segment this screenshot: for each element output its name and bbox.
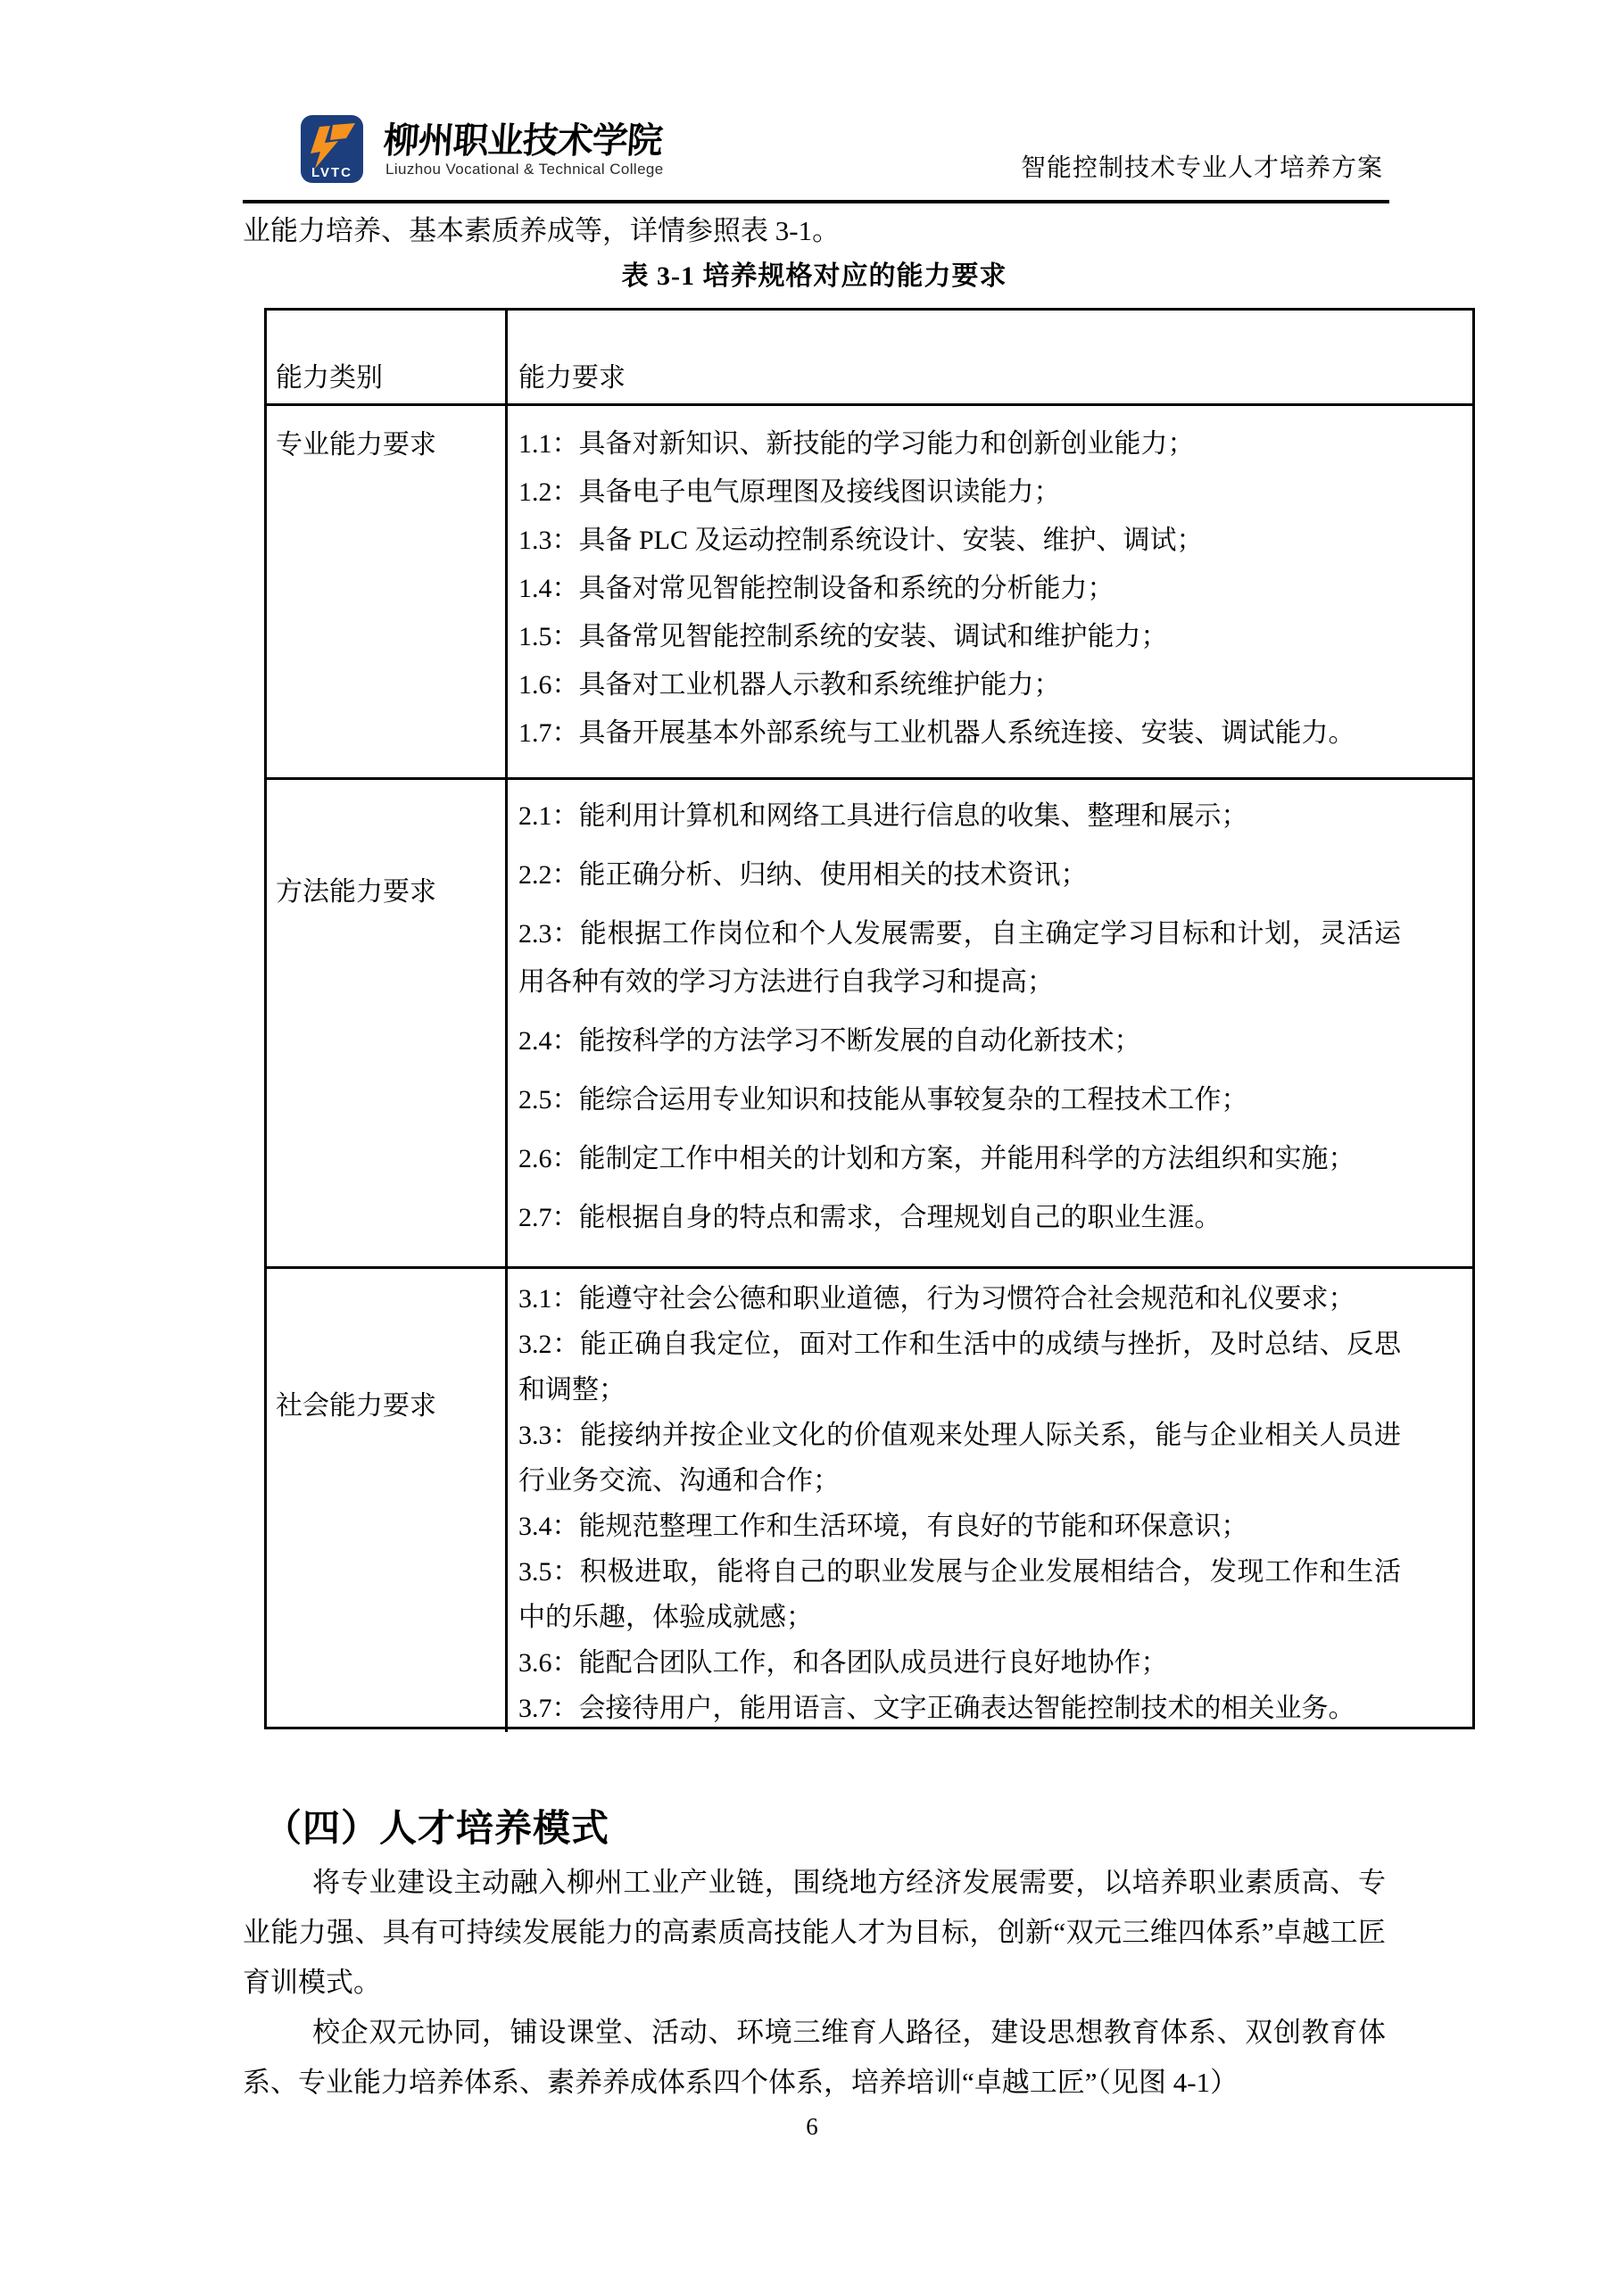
requirement-item: 3.2：能正确自我定位，面对工作和生活中的成绩与挫折，及时总结、反思和调整； [518,1330,1401,1405]
body-paragraph: 将专业建设主动融入柳州工业产业链，围绕地方经济发展需要，以培养职业素质高、专业能力强、具有可持续发展能力的高素质高技能人才为目标，创新“双元三维四体系”卓越工匠育训模式。 [243,1867,1386,1998]
college-logo-abbr: LVTC [311,165,353,180]
requirement-item: 3.1：能遵守社会公德和职业道德，行为习惯符合社会规范和礼仪要求； [518,1284,1355,1314]
requirements-cell [508,780,1472,1266]
column-header-requirements: 能力要求 [518,363,626,393]
requirement-item: 3.3：能接纳并按企业文化的价值观来处理人际关系，能与企业相关人员进行业务交流、沟通和合作； [518,1421,1401,1496]
column-header-category: 能力类别 [267,311,508,403]
table-row-professional [267,403,1472,777]
body-paragraph: 校企双元协同，铺设课堂、活动、环境三维育人路径，建设思想教育体系、双创教育体系、专业能力培养体系、素养养成体系四个体系，培养培训“卓越工匠”（见图 4-1） [243,2017,1386,2098]
page-number: 6 [806,2113,818,2140]
requirement-item: 1.6：具备对工业机器人示教和系统维护能力； [518,670,1061,700]
requirements-cell [508,406,1472,777]
requirement-item: 2.1：能利用计算机和网络工具进行信息的收集、整理和展示； [518,801,1248,831]
requirement-item: 1.5：具备常见智能控制系统的安装、调试和维护能力； [518,622,1168,651]
category-cell: 专业能力要求 [267,406,508,777]
table-row-method [267,777,1472,1266]
requirement-item: 2.4：能按科学的方法学习不断发展的自动化新技术； [518,1026,1141,1056]
requirements-cell [508,1269,1472,1732]
section-body [243,1858,1386,2108]
header-rule [243,200,1389,203]
intro-paragraph: 业能力培养、基本素质养成等，详情参照表 3-1。 [243,215,841,246]
requirement-item: 1.3：具备 PLC 及运动控制系统设计、安装、维护、调试； [518,526,1204,555]
requirement-item: 1.4：具备对常见智能控制设备和系统的分析能力； [518,574,1114,603]
category-cell: 社会能力要求 [267,1269,508,1732]
requirement-item: 1.1：具备对新知识、新技能的学习能力和创新创业能力； [518,429,1195,459]
capability-table [264,308,1475,1729]
requirement-item: 2.6：能制定工作中相关的计划和方案，并能用科学的方法组织和实施； [518,1144,1355,1173]
requirement-item: 1.7：具备开展基本外部系统与工业机器人系统连接、安装、调试能力。 [518,718,1355,748]
college-name-chinese: 柳州职业技术学院 [382,120,664,161]
requirement-item: 2.5：能综合运用专业知识和技能从事较复杂的工程技术工作； [518,1085,1248,1115]
requirement-item: 2.3：能根据工作岗位和个人发展需要，自主确定学习目标和计划，灵活运用各种有效的学习方法进行自我学习和提高； [518,919,1401,997]
requirement-item: 1.2：具备电子电气原理图及接线图识读能力； [518,477,1061,507]
college-logo [301,115,363,183]
college-name-english: Liuzhou Vocational & Technical College [385,161,664,178]
requirement-item: 3.5：积极进取，能将自己的职业发展与企业发展相结合，发现工作和生活中的乐趣，体验成就感； [518,1557,1401,1632]
section-heading: （四）人才培养模式 [264,1807,610,1849]
table-row-social [267,1266,1472,1732]
table-caption: 表 3-1 培养规格对应的能力要求 [621,261,1007,291]
requirement-item: 2.7：能根据自身的特点和需求，合理规划自己的职业生涯。 [518,1203,1222,1232]
category-cell: 方法能力要求 [267,780,508,1266]
requirement-item: 3.7：会接待用户，能用语言、文字正确表达智能控制技术的相关业务。 [518,1694,1355,1723]
table-header-row [267,311,1472,403]
requirement-item: 3.6：能配合团队工作，和各团队成员进行良好地协作； [518,1648,1168,1678]
document-title: 智能控制技术专业人才培养方案 [1020,154,1383,182]
requirement-item: 3.4：能规范整理工作和生活环境，有良好的节能和环保意识； [518,1512,1248,1541]
requirement-item: 2.2：能正确分析、归纳、使用相关的技术资讯； [518,860,1088,890]
